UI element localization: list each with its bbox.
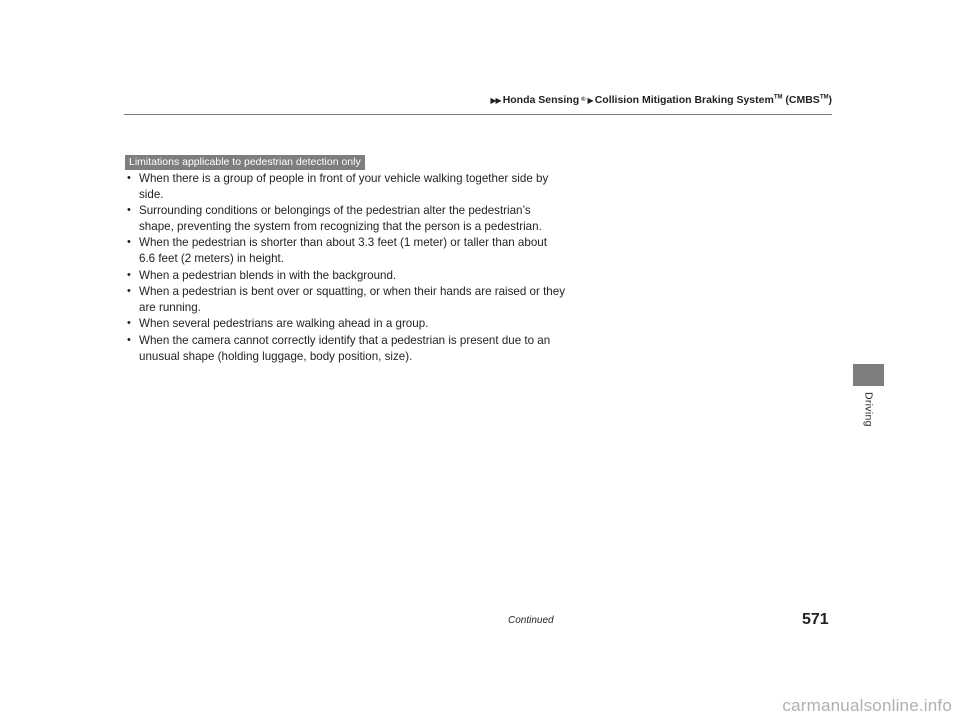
- section-tag: Limitations applicable to pedestrian detection only: [125, 155, 365, 170]
- bullet-icon: •: [127, 285, 131, 298]
- breadcrumb-part-1: Honda Sensing: [502, 94, 580, 106]
- double-triangle-icon: ▶▶: [490, 95, 501, 105]
- triangle-icon: ▶: [587, 95, 593, 105]
- bullet-icon: •: [127, 333, 131, 346]
- list-item: • When a pedestrian is bent over or squatting, or when their hands are raised or they are running.: [127, 285, 565, 314]
- list-item: • When the camera cannot correctly identify that a pedestrian is present due to an unusual shape (holding luggage, body position, size).: [127, 333, 551, 363]
- list-item: • When there is a group of people in front of your vehicle walking together side by side.: [127, 172, 549, 201]
- bullet-icon: •: [127, 172, 131, 184]
- chapter-label: Driving: [862, 392, 875, 427]
- chapter-tab: [853, 364, 884, 386]
- registered-mark: ®: [581, 97, 586, 103]
- limitations-list: [126, 171, 566, 365]
- list-item: • When a pedestrian blends in with the background.: [127, 268, 397, 282]
- bullet-icon: •: [127, 268, 131, 281]
- continued-label: Continued: [508, 615, 554, 626]
- breadcrumb: [490, 94, 832, 106]
- list-item: • When the pedestrian is shorter than about 3.3 feet (1 meter) or taller than about 6.6 feet (2 meters) in height.: [127, 236, 547, 265]
- bullet-icon: •: [127, 317, 131, 330]
- watermark: carmanualsonline.info: [782, 696, 952, 715]
- list-item: • When several pedestrians are walking ahead in a group.: [127, 317, 429, 331]
- bullet-icon: •: [127, 236, 131, 249]
- list-item: • Surrounding conditions or belongings of the pedestrian alter the pedestrian’s shape, preventing the system from recognizing that the person is a pedestrian.: [127, 204, 542, 233]
- page-number: 571: [802, 611, 829, 628]
- breadcrumb-part-2: Collision Mitigation Braking System™ (CMBS™): [594, 94, 832, 106]
- bullet-icon: •: [127, 204, 131, 217]
- header-rule: [124, 114, 832, 115]
